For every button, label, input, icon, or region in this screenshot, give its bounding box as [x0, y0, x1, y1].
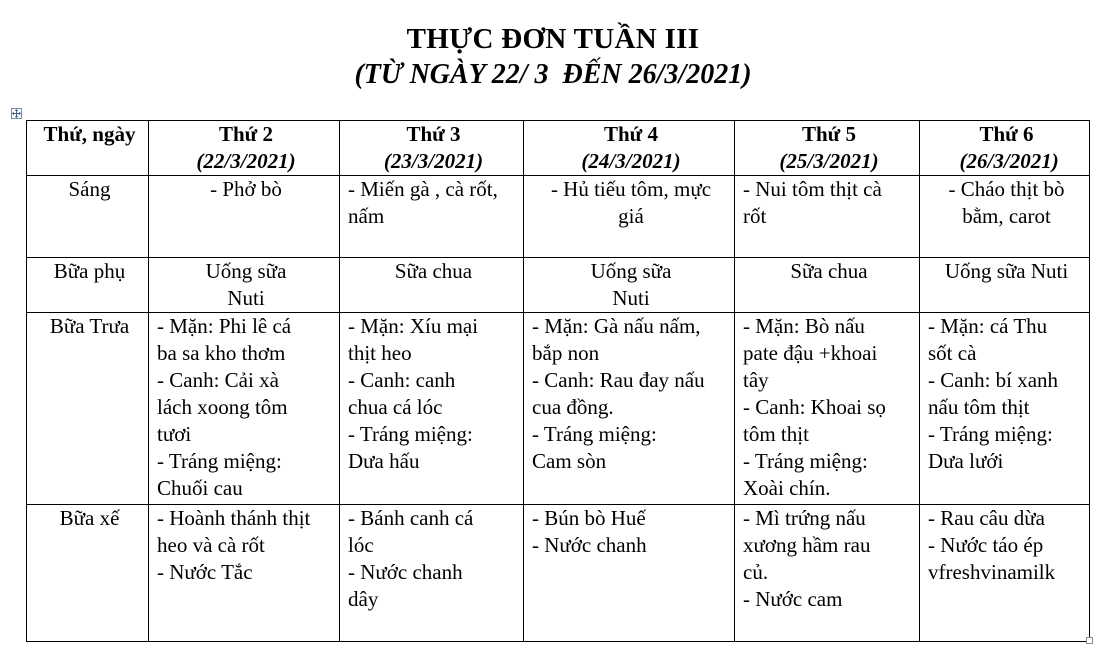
- menu-line: - Mặn: Gà nấu nấm,: [532, 314, 701, 338]
- menu-cell: [149, 313, 340, 505]
- menu-line: - Tráng miệng:: [157, 449, 282, 473]
- menu-line: - Hoành thánh thịt: [157, 506, 311, 530]
- date-label: (26/3/2021): [954, 149, 1059, 173]
- menu-cell: [149, 258, 340, 313]
- menu-line: - Phở bò: [210, 177, 282, 201]
- menu-line: tây: [743, 368, 769, 392]
- menu-line: nấm: [348, 204, 385, 228]
- header-day-cell: [524, 121, 735, 176]
- meal-row: [27, 505, 1090, 642]
- menu-line: - Tráng miệng:: [928, 422, 1053, 446]
- meal-row: [27, 258, 1090, 313]
- table-header-row: [27, 121, 1090, 176]
- menu-line: Sữa chua: [790, 259, 868, 283]
- menu-cell: [340, 176, 524, 258]
- meal-row: [27, 176, 1090, 258]
- menu-line: - Cháo thịt bò: [948, 177, 1065, 201]
- meal-label-cell: Sáng: [27, 176, 149, 258]
- menu-cell: [340, 258, 524, 313]
- header-day-cell: [340, 121, 524, 176]
- menu-line: tươi: [157, 422, 192, 446]
- menu-cell: [340, 313, 524, 505]
- menu-cell: [920, 258, 1090, 313]
- table-move-handle-icon[interactable]: [11, 108, 22, 119]
- menu-line: Uống sữa Nuti: [944, 259, 1069, 283]
- menu-line: Uống sữa: [205, 259, 287, 283]
- header-day-cell: [920, 121, 1090, 176]
- menu-cell: [735, 258, 920, 313]
- menu-cell: [735, 505, 920, 642]
- menu-line: Uống sữa: [590, 259, 672, 283]
- meal-label-cell: Bữa xế: [27, 505, 149, 642]
- menu-cell: [149, 176, 340, 258]
- menu-cell: [524, 313, 735, 505]
- day-label: Thứ 2: [218, 122, 274, 146]
- menu-line: - Canh: Rau đay nấu: [532, 368, 705, 392]
- menu-cell: [524, 258, 735, 313]
- menu-line: - Nước chanh: [532, 533, 647, 557]
- menu-line: - Tráng miệng:: [348, 422, 473, 446]
- menu-line: bằm, carot: [962, 204, 1051, 228]
- menu-line: bắp non: [532, 341, 600, 365]
- menu-line: - Mì trứng nấu: [743, 506, 866, 530]
- page-title: THỰC ĐƠN TUẦN III: [406, 23, 700, 55]
- menu-line: Sữa chua: [394, 259, 473, 283]
- menu-line: - Mặn: Phi lê cá: [157, 314, 292, 338]
- menu-line: cua đồng.: [532, 395, 614, 419]
- menu-cell: [524, 176, 735, 258]
- meal-label-cell: Bữa phụ: [27, 258, 149, 313]
- meal-row: [27, 313, 1090, 505]
- menu-line: - Nui tôm thịt cà: [743, 177, 882, 201]
- menu-cell: [920, 505, 1090, 642]
- menu-line: - Bún bò Huế: [532, 506, 646, 530]
- menu-line: Xoài chín.: [743, 476, 831, 500]
- date-label: (23/3/2021): [383, 149, 484, 173]
- menu-line: Chuối cau: [157, 476, 243, 500]
- menu-line: Nuti: [612, 286, 650, 310]
- menu-line: củ.: [743, 560, 769, 584]
- menu-line: - Nước Tắc: [157, 560, 253, 584]
- menu-line: - Mặn: Bò nấu: [743, 314, 865, 338]
- menu-line: - Mặn: Xíu mại: [348, 314, 479, 338]
- day-label: Thứ 3: [406, 122, 461, 146]
- menu-line: - Canh: Cải xà: [157, 368, 279, 392]
- menu-line: rốt: [743, 204, 767, 228]
- menu-cell: [920, 176, 1090, 258]
- menu-cell: [524, 505, 735, 642]
- menu-cell: [149, 505, 340, 642]
- menu-line: - Tráng miệng:: [743, 449, 868, 473]
- menu-line: lóc: [348, 533, 374, 557]
- menu-line: - Nước cam: [743, 587, 843, 611]
- menu-cell: [735, 313, 920, 505]
- header-day-cell: [735, 121, 920, 176]
- day-label: Thứ 6: [979, 122, 1034, 146]
- date-label: (22/3/2021): [196, 149, 296, 173]
- menu-line: chua cá lóc: [348, 395, 443, 419]
- menu-line: thịt heo: [348, 341, 412, 365]
- menu-cell: [340, 505, 524, 642]
- menu-line: nấu tôm thịt: [928, 395, 1030, 419]
- menu-line: pate đậu +khoai: [743, 341, 878, 365]
- menu-line: tôm thịt: [743, 422, 809, 446]
- meal-label-cell: Bữa Trưa: [27, 313, 149, 505]
- header-corner-cell: Thứ, ngày: [27, 121, 149, 176]
- menu-line: - Canh: Khoai sọ: [743, 395, 886, 419]
- menu-line: - Hủ tiếu tôm, mực: [550, 177, 712, 201]
- menu-line: Dưa hấu: [348, 449, 420, 473]
- menu-line: - Miến gà , cà rốt,: [348, 177, 498, 201]
- menu-line: Cam sòn: [532, 449, 607, 473]
- date-label: (24/3/2021): [581, 149, 681, 173]
- menu-line: Dưa lưới: [928, 449, 1004, 473]
- menu-line: lách xoong tôm: [157, 395, 288, 419]
- menu-line: - Rau câu dừa: [928, 506, 1045, 530]
- menu-line: giá: [618, 204, 644, 228]
- menu-cell: [735, 176, 920, 258]
- menu-line: vfreshvinamilk: [928, 560, 1056, 584]
- day-label: Thứ 5: [801, 122, 857, 146]
- table-resize-handle[interactable]: [1086, 637, 1093, 644]
- menu-line: - Canh: canh: [348, 368, 456, 392]
- menu-line: ba sa kho thơm: [157, 341, 286, 365]
- menu-line: - Canh: bí xanh: [928, 368, 1059, 392]
- menu-line: - Nước chanh: [348, 560, 463, 584]
- menu-line: sốt cà: [928, 341, 977, 365]
- menu-line: dây: [348, 587, 379, 611]
- page-subtitle: (TỪ NGÀY 22/ 3 ĐẾN 26/3/2021): [354, 59, 752, 90]
- menu-line: - Tráng miệng:: [532, 422, 657, 446]
- menu-table: [26, 120, 1090, 642]
- menu-cell: [920, 313, 1090, 505]
- menu-line: - Bánh canh cá: [348, 506, 474, 530]
- menu-line: - Mặn: cá Thu: [928, 314, 1048, 338]
- menu-line: - Nước táo ép: [928, 533, 1044, 557]
- menu-line: xương hầm rau: [743, 533, 871, 557]
- menu-line: Nuti: [227, 286, 265, 310]
- date-label: (25/3/2021): [779, 149, 879, 173]
- menu-line: heo và cà rốt: [157, 533, 265, 557]
- header-day-cell: [149, 121, 340, 176]
- day-label: Thứ 4: [603, 122, 659, 146]
